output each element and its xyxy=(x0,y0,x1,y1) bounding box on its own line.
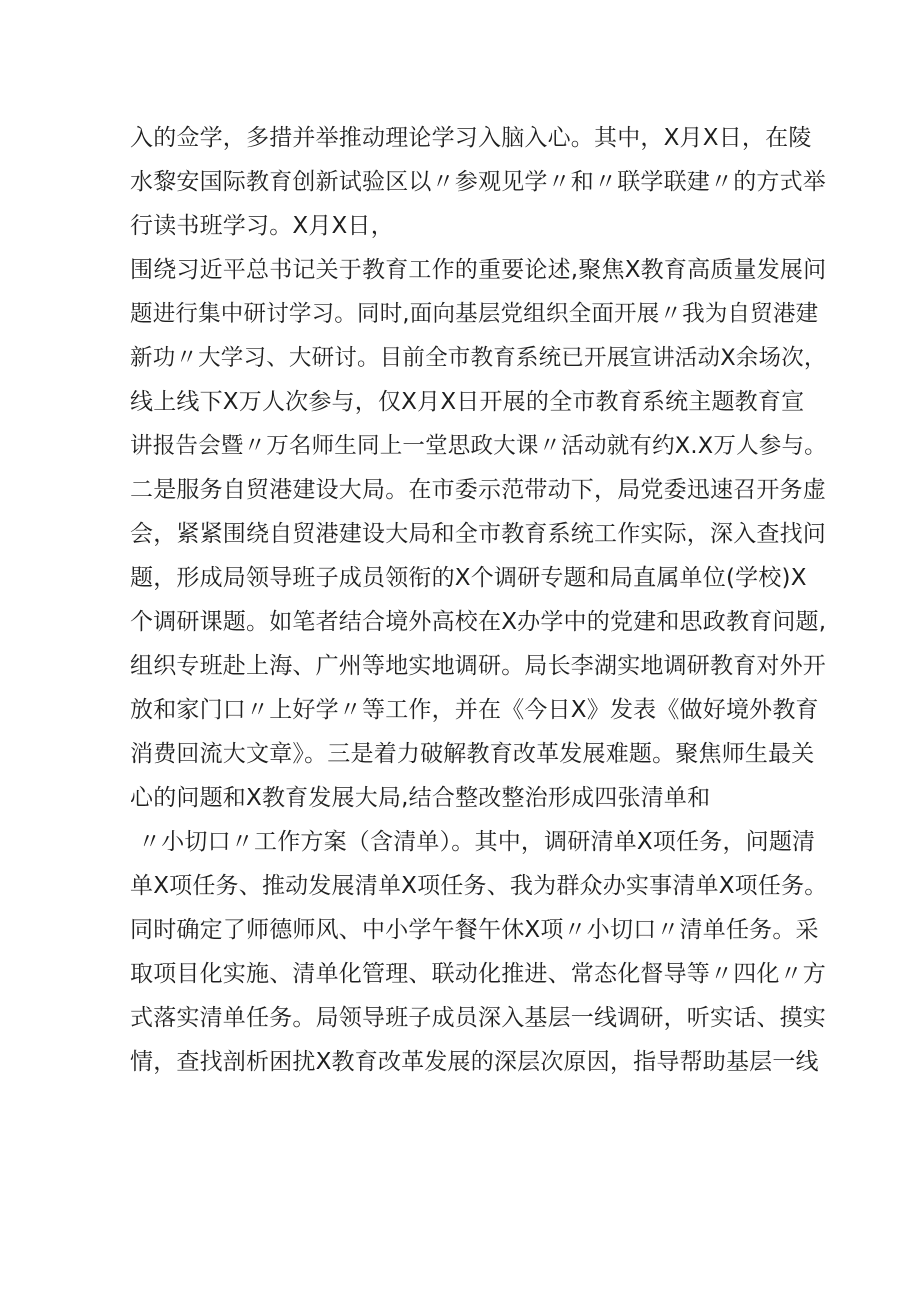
body-text xyxy=(130,116,828,1084)
text-line-17: 〃小切口〃工作方案（含清单）。其中，调研清单X项任务，问题清 xyxy=(138,829,816,855)
text-line-16: 心的问题和X教育发展大局,结合整改整治形成四张清单和 xyxy=(130,785,711,811)
text-line-7: 线上线下X万人次参与，仅X月X日开展的全市教育系统主题教育宣 xyxy=(130,389,805,415)
text-line-22: 情，查找剖析困扰X教育改革发展的深层次原因，指导帮助基层一线 xyxy=(130,1049,819,1075)
text-line-8: 讲报告会暨〃万名师生同上一堂思政大课〃活动就有约X.X万人参与。 xyxy=(130,433,827,459)
text-line-15: 消费回流大文章》。三是着力破解教育改革发展难题。聚焦师生最关 xyxy=(130,741,815,767)
text-line-6: 新功〃大学习、大研讨。目前全市教育系统已开展宣讲活动X余场次， xyxy=(130,345,827,371)
text-line-11: 题，形成局领导班子成员领衔的X个调研专题和局直属单位(学校)X xyxy=(130,565,807,591)
text-line-10: 会，紧紧围绕自贸港建设大局和全市教育系统工作实际，深入查找问 xyxy=(130,521,826,547)
text-line-9: 二是服务自贸港建设大局。在市委示范带动下，局党委迅速召开务虚 xyxy=(130,477,826,503)
text-line-12: 个调研课题。如笔者结合境外高校在X办学中的党建和思政教育问题, xyxy=(130,609,827,635)
text-line-4: 围绕习近平总书记关于教育工作的重要论述,聚焦X教育高质量发展问 xyxy=(130,257,827,283)
text-line-3: 行读书班学习。X月X日， xyxy=(130,213,394,239)
text-line-18: 单X项任务、推动发展清单X项任务、我为群众办实事清单X项任务。 xyxy=(130,873,828,899)
text-line-20: 取项目化实施、清单化管理、联动化推进、常态化督导等〃四化〃方 xyxy=(130,961,826,987)
text-line-5: 题进行集中研讨学习。同时,面向基层党组织全面开展〃我为自贸港建 xyxy=(130,301,819,327)
text-line-1: 入的佥学，多措并举推动理论学习入脑入心。其中，X月X日，在陵 xyxy=(130,125,812,151)
text-line-14: 放和家门口〃上好学〃等工作，并在《今日X》发表《做好境外教育 xyxy=(130,697,819,723)
text-line-21: 式落实清单任务。局领导班子成员深入基层一线调研，听实话、摸实 xyxy=(130,1005,826,1031)
text-line-2: 水黎安国际教育创新试验区以〃参观见学〃和〃联学联建〃的方式举 xyxy=(130,169,826,195)
text-line-19: 同时确定了师德师风、中小学午餐午休X项〃小切口〃清单任务。采 xyxy=(130,917,819,943)
text-line-13: 组织专班赴上海、广州等地实地调研。局长李湖实地调研教育对外开 xyxy=(130,653,826,679)
